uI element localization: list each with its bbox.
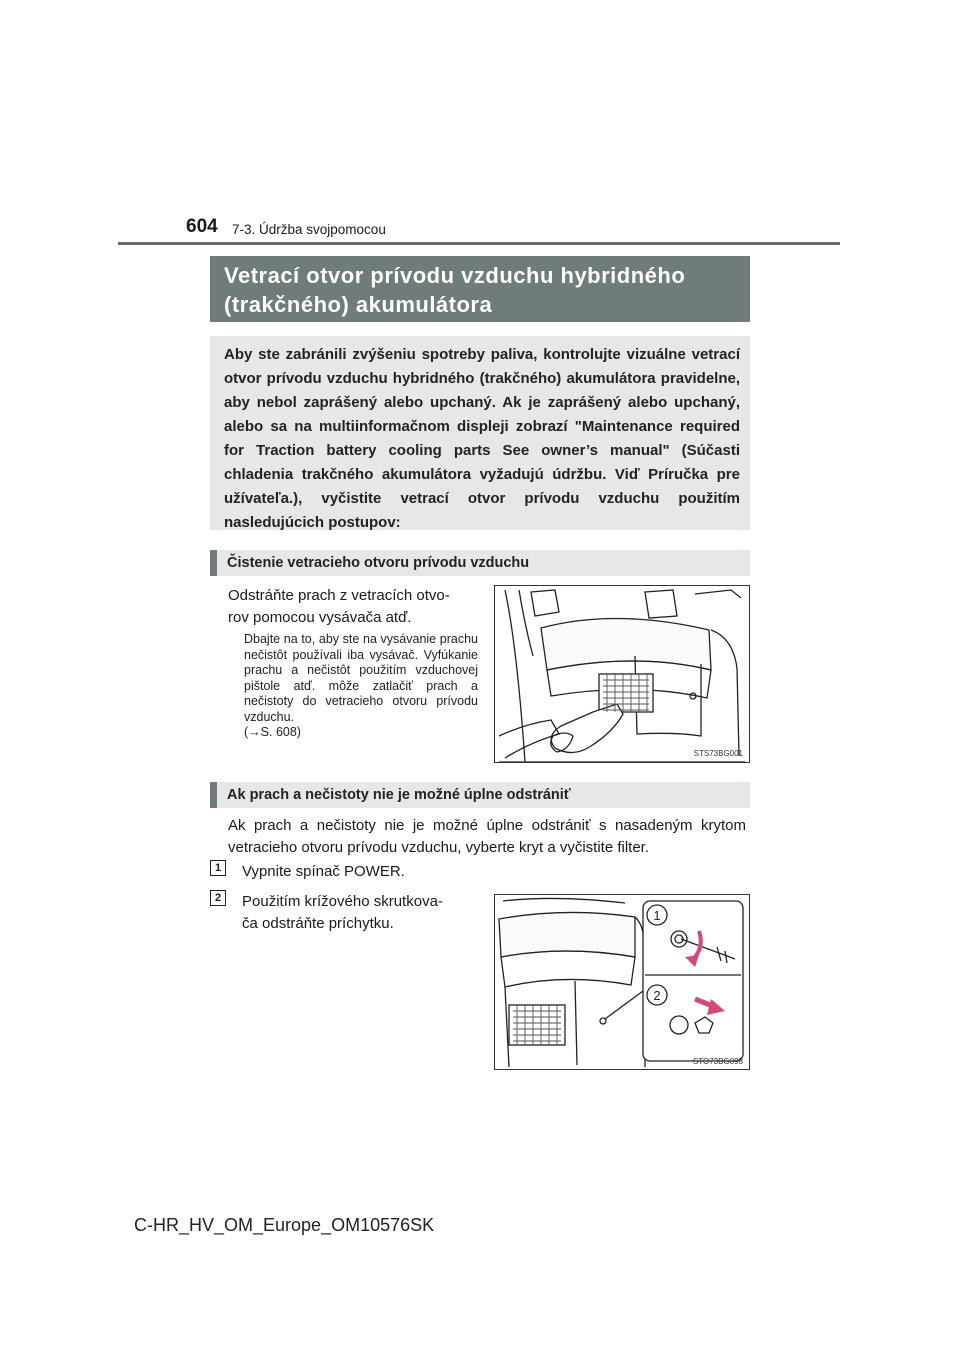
page-number: 604 bbox=[186, 216, 218, 237]
cleaning-note bbox=[244, 632, 478, 741]
step-number-1: 1 bbox=[210, 860, 226, 876]
document-id: C-HR_HV_OM_Europe_OM10576SK bbox=[134, 1215, 435, 1235]
figure-vacuum-cleaning bbox=[494, 585, 750, 763]
callout-2: 2 bbox=[653, 988, 661, 1003]
cleaning-note-text: Dbajte na to, aby ste na vysávanie prachu nečistôt používali iba vysávač. Vyfúkanie prachu a nečistôt použitím vzduchovej pištole atď. môže zatlačiť prach a nečistoty do vetracieho otvoru prívodu vzduchu. bbox=[244, 632, 478, 724]
cleaning-instruction-line2: rov pomocou vysávača atď. bbox=[228, 609, 412, 626]
callout-1: 1 bbox=[653, 908, 661, 923]
step-2-text-line2: ča odstráňte príchytku. bbox=[242, 915, 394, 932]
page-title-line1: Vetrací otvor prívodu vzduchu hybridného bbox=[224, 263, 686, 288]
figure-clip-removal bbox=[494, 894, 750, 1070]
page-reference: (→S. 608) bbox=[244, 725, 301, 739]
section-title: 7-3. Údržba svojpomocou bbox=[232, 222, 386, 237]
step-2-text-line1: Použitím krížového skrutkova- bbox=[242, 893, 443, 910]
header-divider bbox=[118, 242, 840, 245]
page-title-line2: (trakčného) akumulátora bbox=[224, 292, 493, 317]
figure-code: STO73BG098 bbox=[692, 1057, 743, 1066]
page-title bbox=[210, 256, 750, 322]
cleaning-instruction-line1: Odstráňte prach z vetracích otvo- bbox=[228, 587, 450, 604]
step-2-text bbox=[242, 891, 482, 935]
intro-box: Aby ste zabránili zvýšeniu spotreby paliva, kontrolujte vizuálne vetrací otvor prívodu vzduchu hybridného (trakčného) akumulátora pravidelne, aby nebol zaprášený alebo upchaný. Ak je zaprášený alebo upchaný, alebo sa na multiinformačnom displeji zobrazí "Maintenance required for Traction battery cooling parts See owner’s manual" (Súčasti chladenia trakčného akumulátora vyžadujú údržbu. Viď Príručka pre užívateľa.), vyčistite vetrací otvor prívodu vzduchu použitím nasledujúcich postupov: bbox=[210, 336, 750, 530]
vacuum-cleaning-illustration bbox=[495, 586, 750, 763]
clip-removal-illustration bbox=[495, 895, 750, 1070]
figure-code: STS73BG001 bbox=[693, 749, 743, 758]
step-1-text: Vypnite spínač POWER. bbox=[242, 863, 405, 880]
subheading-cleaning: Čistenie vetracieho otvoru prívodu vzduchu bbox=[210, 550, 750, 576]
cleaning-instruction bbox=[228, 585, 478, 629]
dust-removal-text: Ak prach a nečistoty nie je možné úplne odstrániť s nasadeným krytom vetracieho otvoru prívodu vzduchu, vyberte kryt a vyčistite filter. bbox=[228, 817, 746, 856]
subheading-dust-removal: Ak prach a nečistoty nie je možné úplne odstrániť bbox=[210, 782, 750, 808]
step-number-2: 2 bbox=[210, 890, 226, 906]
